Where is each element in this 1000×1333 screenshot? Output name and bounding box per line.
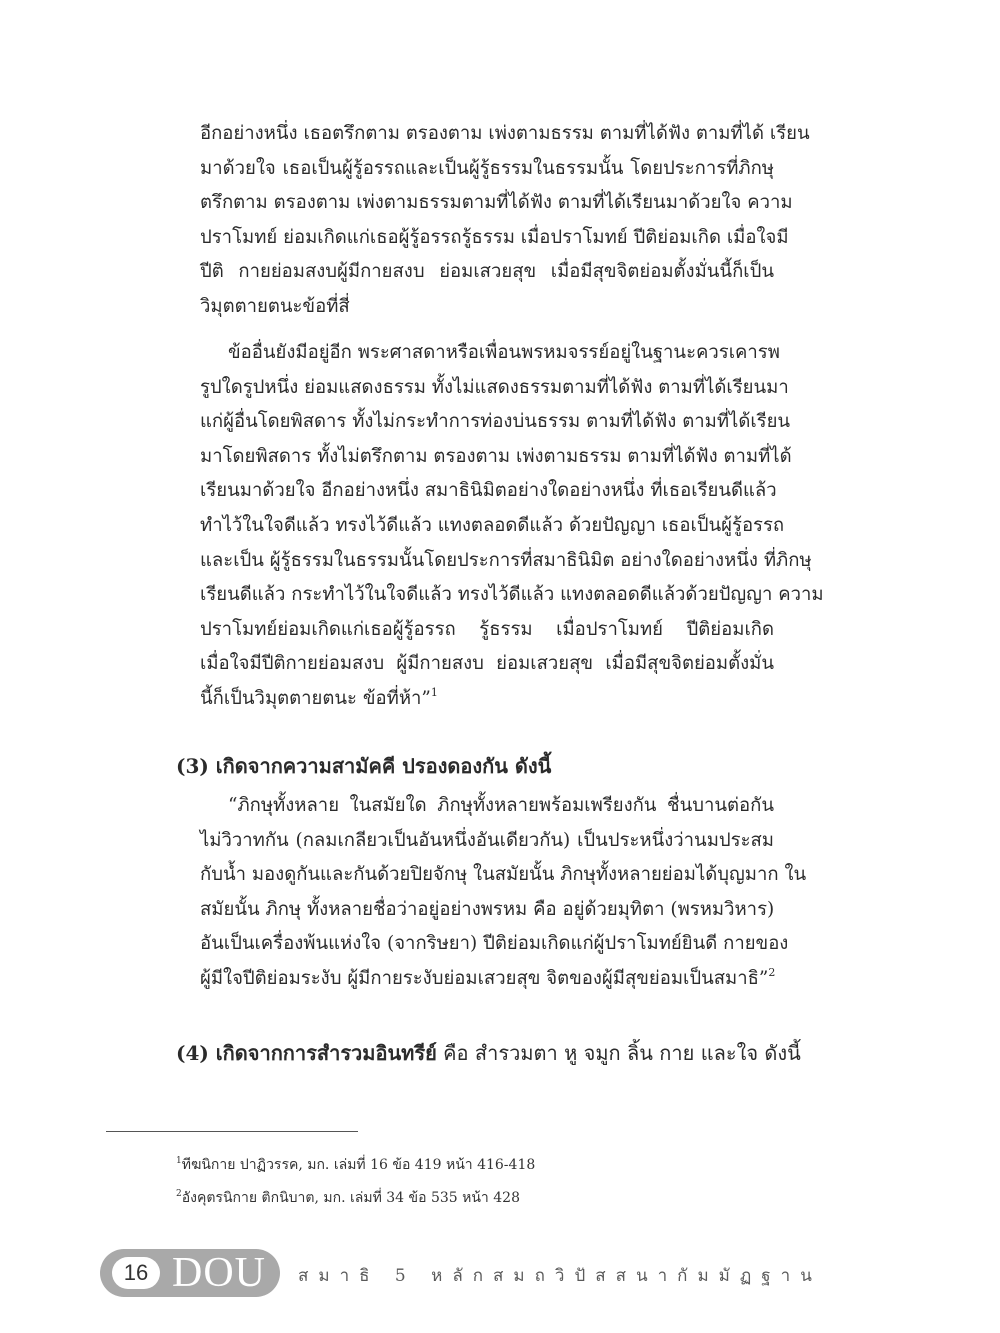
footnote-number: 1	[176, 1156, 182, 1166]
text-line	[200, 962, 774, 997]
paragraph-1	[200, 117, 810, 325]
text-line: รูปใดรูปหนึ่ง ย่อมแสดงธรรม ทั้งไม่แสดงธรรมตามที่ได้ฟัง ตามที่ได้เรียนมา	[200, 376, 789, 398]
text-line: และเป็น ผู้รู้ธรรมในธรรมนั้นโดยประการที่สมาธินิมิต อย่างใดอย่างหนึ่ง ที่ภิกษุ	[200, 549, 812, 571]
dou-logo: DOU	[172, 1250, 266, 1296]
text-line: ปราโมทย์ ย่อมเกิดแก่เธอผู้รู้อรรถรู้ธรรม เมื่อปราโมทย์ ปีติย่อมเกิด เมื่อใจมี	[200, 226, 789, 248]
text-line: เรียนดีแล้ว กระทำไว้ในใจดีแล้ว ทรงไว้ดีแล้ว แทงตลอดดีแล้วด้วยปัญญา ความ	[200, 584, 824, 606]
text-line: กับน้ำ มองดูกันและกันด้วยปิยจักษุ ในสมัยนั้น ภิกษุทั้งหลายย่อมได้บุญมาก ใน	[200, 864, 807, 886]
text-line: ไม่วิวาทกัน (กลมเกลียวเป็นอันหนึ่งอันเดียวกัน) เป็นประหนึ่งว่านมประสม	[200, 829, 774, 851]
text-line: ตรึกตาม ตรองตาม เพ่งตามธรรมตามที่ได้ฟัง ตามที่ได้เรียนมาด้วยใจ ความ	[200, 192, 793, 214]
text-line: มาด้วยใจ เธอเป็นผู้รู้อรรถและเป็นผู้รู้ธรรมในธรรมนั้น โดยประการที่ภิกษุ	[200, 157, 774, 179]
paragraph-2	[200, 336, 824, 717]
text-line: ปีติ กายย่อมสงบผู้มีกายสงบ ย่อมเสวยสุข เมื่อมีสุขจิตย่อมตั้งมั่นนี้ก็เป็น	[200, 261, 774, 283]
footnote-text: ทีฆนิกาย ปาฏิวรรค, มก. เล่มที่ 16 ข้อ 419 หน้า 416-418	[181, 1157, 536, 1173]
text-line: อันเป็นเครื่องพ้นแห่งใจ (จากริษยา) ปีติย่อมเกิดแก่ผู้ปราโมทย์ยินดี กายของ	[200, 933, 789, 955]
text-line-content: ผู้มีใจปีติย่อมระงับ ผู้มีกายระงับย่อมเสวยสุข จิตของผู้มีสุขย่อมเป็นสมาธิ”	[200, 967, 769, 989]
footnote-divider	[106, 1131, 358, 1132]
footnote-ref-2[interactable]: 2	[768, 965, 776, 979]
text-line: มาโดยพิสดาร ทั้งไม่ตรึกตาม ตรองตาม เพ่งตามธรรม ตามที่ได้ฟัง ตามที่ได้	[200, 445, 792, 467]
text-line: ปราโมทย์ย่อมเกิดแก่เธอผู้รู้อรรถ รู้ธรรม เมื่อปราโมทย์ ปีติย่อมเกิด	[200, 618, 774, 640]
text-line: เมื่อใจมีปีติกายย่อมสงบ ผู้มีกายสงบ ย่อมเสวยสุข เมื่อมีสุขจิตย่อมตั้งมั่น	[200, 653, 774, 675]
footnote-ref-1[interactable]: 1	[430, 685, 438, 699]
page-number: 16	[112, 1257, 160, 1289]
text-line-content: นี้ก็เป็นวิมุตตายตนะ ข้อที่ห้า”	[200, 687, 431, 709]
text-line: “ภิกษุทั้งหลาย ในสมัยใด ภิกษุทั้งหลายพร้อมเพรียงกัน ชื่นบานต่อกัน	[228, 795, 774, 816]
section-heading-4	[176, 1037, 801, 1069]
footnote-text: อังคุตรนิกาย ติกนิบาต, มก. เล่มที่ 34 ข้อ 535 หน้า 428	[181, 1190, 520, 1206]
footnote-number: 2	[176, 1189, 182, 1199]
text-line: ทำไว้ในใจดีแล้ว ทรงไว้ดีแล้ว แทงตลอดดีแล้ว ด้วยปัญญา เธอเป็นผู้รู้อรรถ	[200, 514, 785, 536]
section-heading-3: (3) เกิดจากความสามัคคี ปรองดองกัน ดังนี้	[176, 754, 552, 778]
text-line: เรียนมาด้วยใจ อีกอย่างหนึ่ง สมาธินิมิตอย่างใดอย่างหนึ่ง ที่เธอเรียนดีแล้ว	[200, 480, 777, 502]
text-line: อีกอย่างหนึ่ง เธอตรึกตาม ตรองตาม เพ่งตามธรรม ตามที่ได้ฟัง ตามที่ได้ เรียน	[200, 123, 810, 144]
footnote-1	[176, 1154, 535, 1176]
heading-4-detail: คือ สำรวมตา หู จมูก ลิ้น กาย และใจ ดังนี้	[436, 1041, 801, 1065]
paragraph-3	[200, 789, 807, 997]
footnote-2	[176, 1187, 520, 1209]
text-line: แก่ผู้อื่นโดยพิสดาร ทั้งไม่กระทำการท่องบ่นธรรม ตามที่ได้ฟัง ตามที่ได้เรียน	[200, 411, 791, 433]
text-line: วิมุตตายตนะข้อที่สี่	[200, 295, 350, 317]
text-line: ข้ออื่นยังมีอยู่อีก พระศาสดาหรือเพื่อนพรหมจรรย์อยู่ในฐานะควรเคารพ	[228, 342, 780, 363]
text-line	[200, 682, 774, 717]
text-line: สมัยนั้น ภิกษุ ทั้งหลายชื่อว่าอยู่อย่างพรหม คือ อยู่ด้วยมุทิตา (พรหมวิหาร)	[200, 898, 775, 920]
heading-4-title: (4) เกิดจากการสำรวมอินทรีย์	[176, 1041, 437, 1065]
book-title: สมาธิ 5 หลักสมถวิปัสสนากัมมัฏฐาน	[298, 1266, 822, 1286]
